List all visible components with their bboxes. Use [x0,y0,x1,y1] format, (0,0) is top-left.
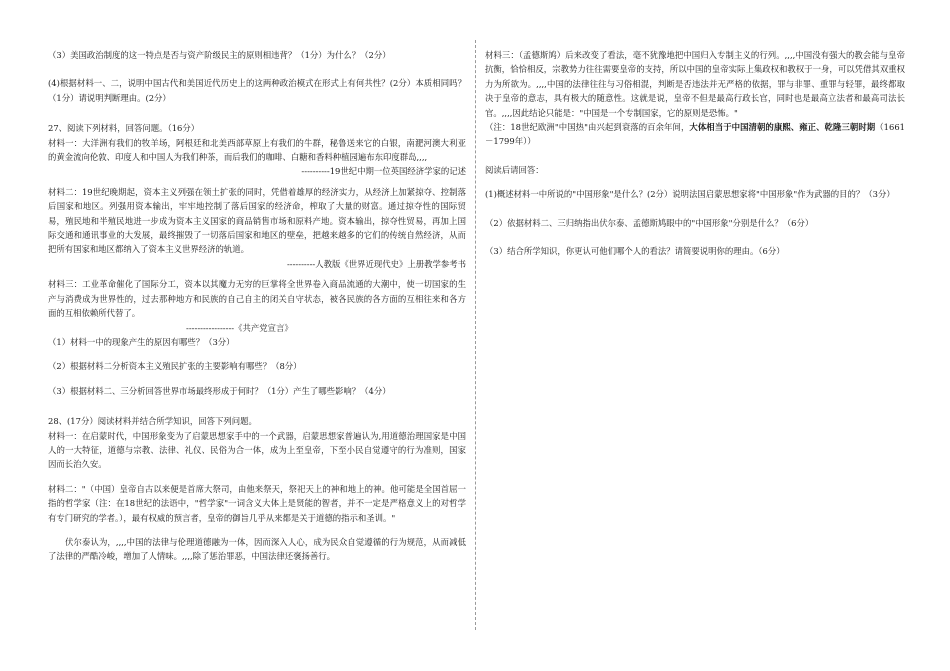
q27-material-1-source: ----------19世纪中期一位英国经济学家的记述 [301,166,466,177]
right-column [485,48,905,258]
note-suffix: （1661－1799年）） [485,122,905,147]
q28-material-2: 材料二："（中国）皇帝自古以来便是首席大祭司，由他来祭天，祭祀天上的神和地上的神。他可能是全国首屈一指的哲学家（注：在18世纪的法语中，"哲学家"一词含义大体上是贤能的智者，并不一定是严格意义上的对哲学有专门研究的学者。），最有权威的预言者，皇帝的御旨几乎从来都是关于道德的指示和圣训。" [48,483,466,523]
q28-sub-2: （2）依据材料二、三归纳指出伏尔泰、孟德斯鸠眼中的"中国形象"分别是什么？（6分） [485,217,814,228]
q27-sub-2: （2）根据材料二分析资本主义殖民扩张的主要影响有哪些？（8分） [48,361,302,372]
q27-sub-3: （3）根据材料二、三分析回答世界市场最终形成于何时？（1分）产生了哪些影响？（4分） [48,385,391,396]
q27-material-1: 材料一：大洋洲有我们的牧羊场，阿根廷和北美西部草原上有我们的牛群，秘鲁送来它的白银，南淝河澳大利亚的黄金流向伦敦、印度人和中国人为我们种茶，而后我们的咖啡、白糖和香料种植园遍布东印度群岛,,,, [48,137,466,163]
q27-material-2-source: ----------人教版《世界近现代史》上册教学参考书 [286,258,466,269]
question-3-text: （3）美国政治制度的这一特点是否与资产阶级民主的原则相违背？（1分）为什么？（2分） [48,50,391,60]
q28-material-1: 材料一：在启蒙时代，中国形象变为了启蒙思想家手中的一个武器，启蒙思想家普遍认为,用道德治理国家是中国人的一大特征，道德与宗教、法律、礼仪、民俗为合一体，成为上至皇帝，下至小民自觉遵守的行为准则，国家因而长治久安。 [48,430,466,470]
question-28-title: 28、(17分）阅读材料并结合所学知识，回答下列问题。 [48,416,257,427]
q28-voltaire-paragraph: 伏尔泰认为，,,,,中国的法律与伦理道德融为一体，因而深入人心，成为民众自觉遵循的行为规范，从而减低了法律的严酷冷峻，增加了人情味。,,,,除了惩治罪恶，中国法律还褒扬善行。 [48,536,466,562]
q28-note [485,120,905,149]
note-bold-text: 大体相当于中国清朝的康熙、雍正、乾隆三朝时期 [689,122,876,133]
q27-material-3: 材料三：工业革命催化了国际分工，资本以其魔力无穷的巨掌将全世界卷入商品流通的大潮中，使一切国家的生产与消费成为世界性的，过去那种地方和民族的自己自主的闭关自守状态，被各民族的各方面的互相往来和各方面的互相依赖所代替了。 [48,279,466,319]
reading-prompt: 阅读后请回答： [485,164,544,175]
q27-material-2: 材料二：19世纪晚期起，资本主义列强在领土扩张的同时，凭借着雄厚的经济实力，从经济上加紧掠夺、控制落后国家和地区。列强用资本输出，牢牢地控制了落后国家的经济命，榨取了大量的财富。通过掠夺性的国际贸易，殖民地和半殖民地进一步成为资本主义国家的商品销售市场和原料产地。资本输出，掠夺性贸易，再加上国际交通和通讯事业的大发展，最终摧毁了一切落后国家和地区的壁垒，把越来越多的它们的传统自然经济，从而把所有国家和地区都纳入了资本主义世界经济的轨道。 [48,186,466,255]
left-column [48,48,466,564]
column-divider [475,40,476,630]
q27-sub-1: （1）材料一中的现象产生的原因有哪些？（3分） [48,336,235,347]
q28-sub-1: (1)概述材料一中所说的"中国形象"是什么？(2分）说明法国启蒙思想家将"中国形象"作为武器的目的？（3分） [485,189,895,200]
q28-material-3: 材料三：（孟德斯鸠）后来改变了看法，毫不犹豫地把中国归入专制主义的行列。,,,,中国没有强大的教会能与皇帝抗衡，恰恰相反，宗教势力往往需要皇帝的支持，所以中国的皇帝实际上集政权和教权于一身，可以凭借其双重权力为所欲为。,,,,中国的法律往往与习俗相混，判断是否违法并无严格的依据，罪与非罪、重罪与轻罪，最终都取决于皇帝的意志，具有极大的随意性。这就是说，皇帝不但是最高行政长官，同时也是最高立法者和最高司法长官。,,,,因此结论只能是："中国是一个专制国家，它的原则是恐怖。" [485,50,905,118]
note-prefix: （注：18世纪欧洲"中国热"由兴起到衰落的百余年间， [485,122,690,133]
question-27-title: 27、阅读下列材料，回答问题。（16分） [48,123,200,134]
q28-sub-3: （3）结合所学知识，你更认可他们哪个人的看法？请简要说明你的理由。（6分） [485,246,785,257]
q27-material-3-source: -----------------《共产党宣言》 [186,322,293,333]
question-4-text: (4)根据材料一、二，说明中国古代和美国近代历史上的这两种政治模式在形式上有何共性？(2分）本质相同吗？（1分）请说明判断理由。(2分） [48,78,466,103]
